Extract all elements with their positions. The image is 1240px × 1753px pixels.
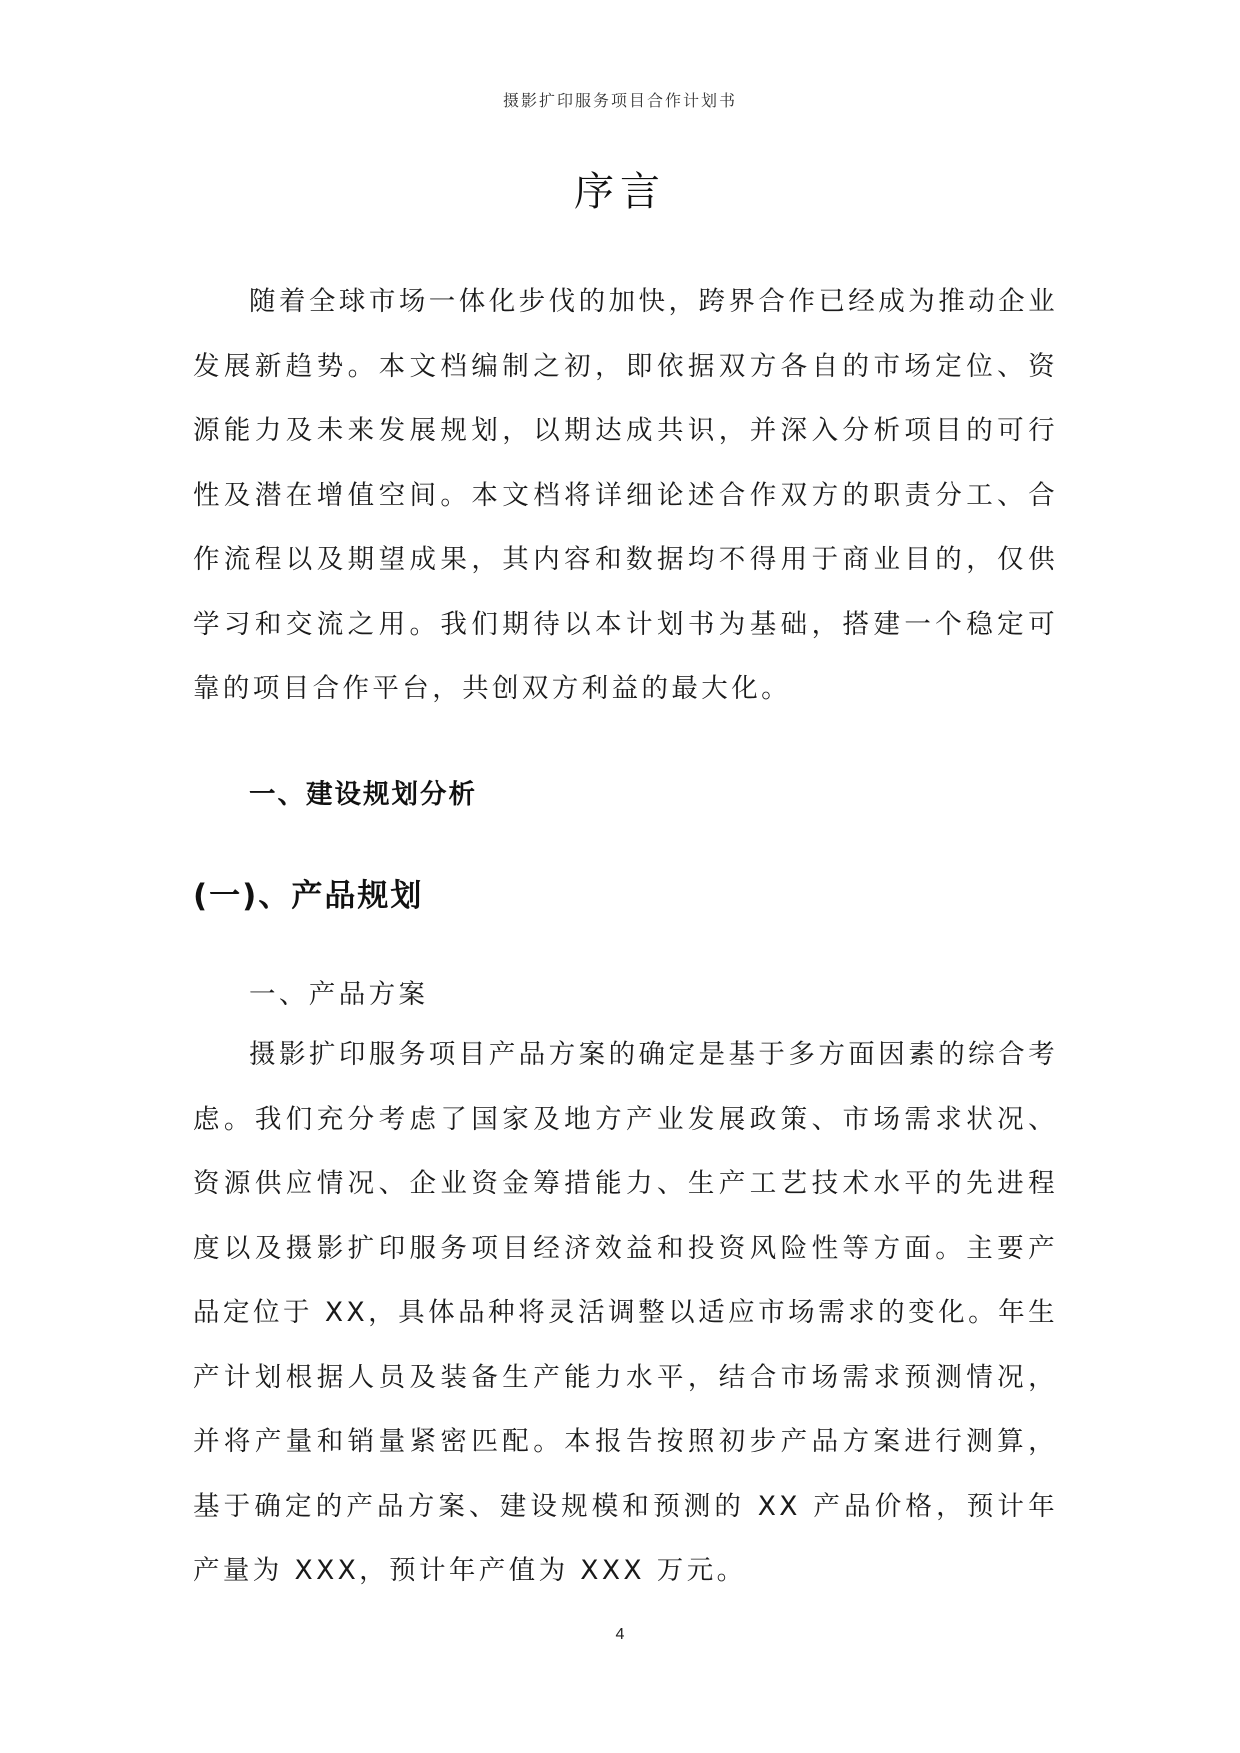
subsection-heading-product-planning: (一)、产品规划 bbox=[193, 878, 424, 914]
running-header: 摄影扩印服务项目合作计划书 bbox=[502, 91, 737, 110]
item-heading-product-scheme: 一、产品方案 bbox=[249, 979, 429, 1010]
page-number: 4 bbox=[615, 1626, 625, 1643]
section-heading-construction-planning: 一、建设规划分析 bbox=[249, 779, 477, 810]
page-title: 序言 bbox=[574, 169, 666, 215]
preface-paragraph: 随着全球市场一体化步伐的加快，跨界合作已经成为推动企业发展新趋势。本文档编制之初，即依据双方各自的市场定位、资源能力及未来发展规划，以期达成共识，并深入分析项目的可行性及潜在增值空间。本文档将详细论述合作双方的职责分工、合作流程以及期望成果，其内容和数据均不得用于商业目的，仅供学习和交流之用。我们期待以本计划书为基础，搭建一个稳定可靠的项目合作平台，共创双方利益的最大化。 bbox=[193, 286, 1058, 704]
product-scheme-paragraph: 摄影扩印服务项目产品方案的确定是基于多方面因素的综合考虑。我们充分考虑了国家及地方产业发展政策、市场需求状况、资源供应情况、企业资金筹措能力、生产工艺技术水平的先进程度以及摄影扩印服务项目经济效益和投资风险性等方面。主要产品定位于 XX，具体品种将灵活调整以适应市场需求的变化。年生产计划根据人员及装备生产能力水平，结合市场需求预测情况，并将产量和销量紧密匹配。本报告按照初步产品方案进行测算，基于确定的产品方案、建设规模和预测的 XX 产品价格，预计年产量为 XXX，预计年产值为 XXX 万元。 bbox=[193, 1039, 1058, 1586]
